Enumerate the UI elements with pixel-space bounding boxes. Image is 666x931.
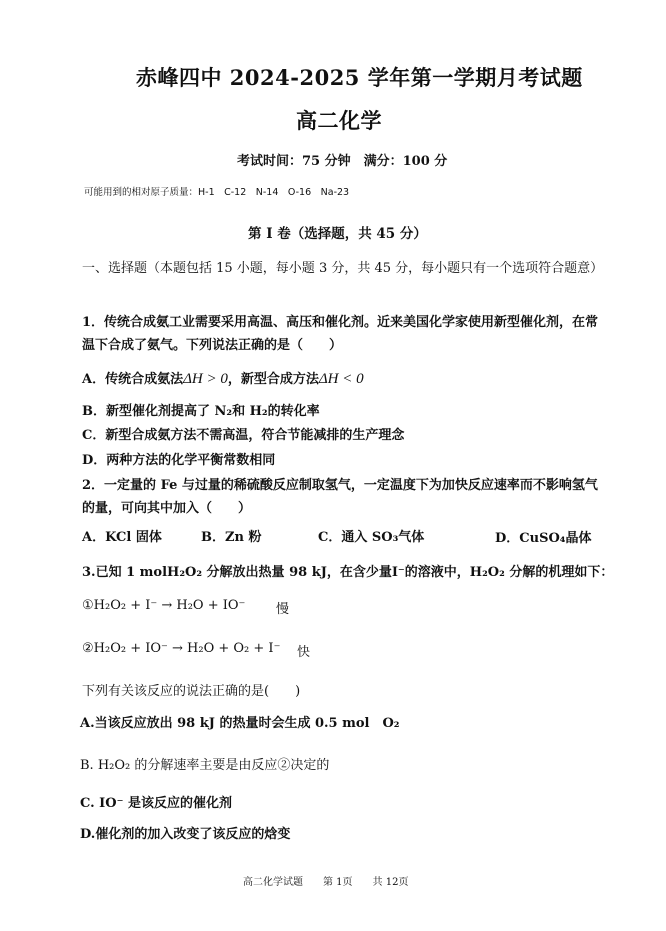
q1-option-a <box>82 368 364 388</box>
q3-step1-equation: ①H₂O₂ + I⁻ → H₂O + IO⁻ <box>82 598 246 613</box>
section-title: 第 I 卷（选择题，共 45 分） <box>248 226 427 242</box>
q3-option-b: B. H₂O₂ 的分解速率主要是由反应②决定的 <box>80 758 330 773</box>
q3-option-a: A.当该反应放出 98 kJ 的热量时会生成 0.5 mol O₂ <box>80 716 400 731</box>
exam-subtitle: 高二化学 <box>296 108 382 133</box>
q2-option-c: C．通入 SO₃气体 <box>318 530 425 545</box>
exam-info: 考试时间：75 分钟 满分：100 分 <box>237 154 448 169</box>
q1-stem: 1．传统合成氨工业需要采用高温、高压和催化剂。近来美国化学家使用新型催化剂，在常温下合成了氨气。下列说法正确的是（ ） <box>82 315 599 353</box>
q1-option-b: B．新型催化剂提高了 N₂和 H₂的转化率 <box>82 404 320 419</box>
q1-a-math2: ΔH < 0 <box>318 371 364 387</box>
q3-step2-equation: ②H₂O₂ + IO⁻ → H₂O + O₂ + I⁻ <box>82 641 281 656</box>
q3-stem: 3.已知 1 molH₂O₂ 分解放出热量 98 kJ，在含少量I⁻的溶液中，H₂O₂ 分解的机理如下： <box>82 565 614 580</box>
q2-option-d: D．CuSO₄晶体 <box>495 531 592 546</box>
q1-a-text2: ，新型合成方法 <box>227 372 319 387</box>
q2-option-a: A．KCl 固体 <box>82 530 162 545</box>
q3-option-d: D.催化剂的加入改变了该反应的焓变 <box>80 827 291 842</box>
q3-option-c: C. IO⁻ 是该反应的催化剂 <box>80 796 232 811</box>
q1-option-c: C．新型合成氨方法不需高温，符合节能减排的生产理念 <box>82 428 405 443</box>
q1-a-text1: A．传统合成氨法 <box>82 372 184 387</box>
q3-step2-speed: 快 <box>297 645 311 660</box>
atomic-masses: 可能用到的相对原子质量：H-1 C-12 N-14 O-16 Na-23 <box>84 187 350 198</box>
q1-option-d: D．两种方法的化学平衡常数相同 <box>82 453 276 468</box>
q3-step1-speed: 慢 <box>276 602 290 617</box>
section-instruction: 一、选择题（本题包括 15 小题，每小题 3 分，共 45 分，每小题只有一个选项符合题意） <box>82 261 604 276</box>
page-footer: 高二化学试题 第 1页 共 12页 <box>243 877 409 888</box>
q1-a-math1: ΔH > 0 <box>183 371 228 387</box>
q3-question: 下列有关该反应的说法正确的是( ) <box>82 684 301 699</box>
q2-option-b: B．Zn 粉 <box>201 530 262 545</box>
exam-title: 赤峰四中 2024-2025 学年第一学期月考试题 <box>136 65 583 90</box>
q2-stem: 2．一定量的 Fe 与过量的稀硫酸反应制取氢气，一定温度下为加快反应速率而不影响氢气的量，可向其中加入（ ） <box>82 478 598 516</box>
